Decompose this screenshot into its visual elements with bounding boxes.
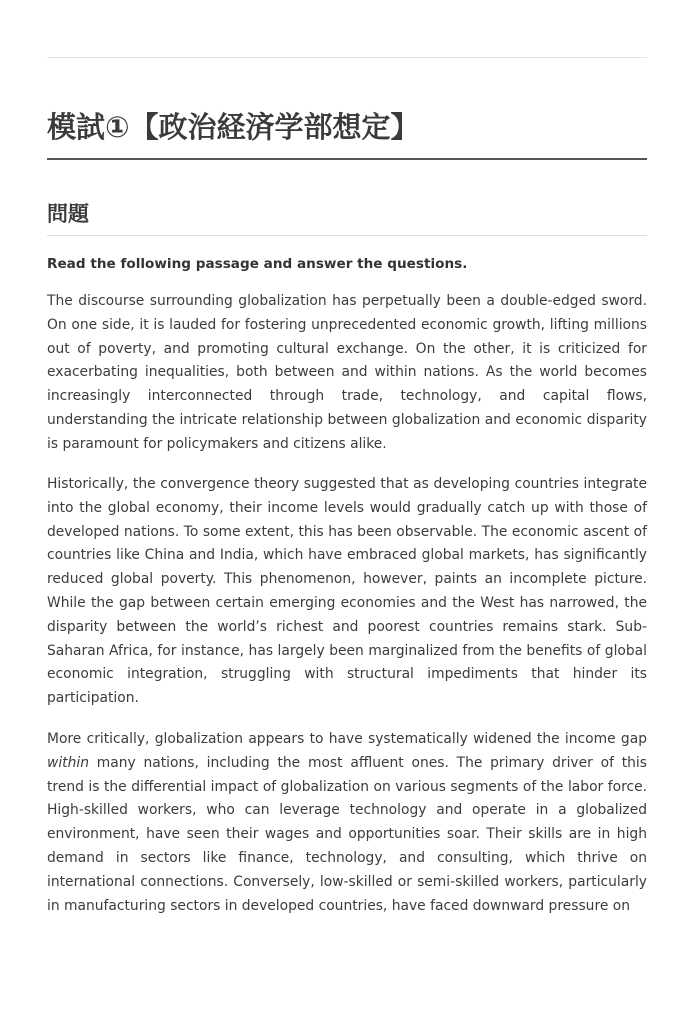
top-divider — [47, 57, 647, 58]
page-title: 模試①【政治経済学部想定】 — [47, 110, 420, 144]
title-underline — [47, 158, 647, 160]
section-divider — [47, 235, 647, 236]
instruction-text: Read the following passage and answer the questions. — [47, 256, 468, 272]
passage-paragraph-3 — [47, 728, 647, 918]
paragraph-3-text-end: many nations, including the most affluent ones. The primary driver of this trend is the differential impact of globalization on various segments of the labor force. High-skilled workers, who can leverage technology and operate in a globalized environment, have seen their wages and opportunities soar. Their skills are in high demand in sectors like finance, technology, and consulting, which thrive on international connections. Conversely, low-skilled or semi-skilled workers, particularly in manufacturing sectors in developed countries, have faced downward pressure on — [47, 754, 647, 914]
passage-paragraph-1: The discourse surrounding globalization has perpetually been a double-edged sword. On one side, it is lauded for fostering unprecedented economic growth, lifting millions out of poverty, and promoting cultural exchange. On the other, it is criticized for exacerbating inequalities, both between and within nations. As the world becomes increasingly interconnected through trade, technology, and capital flows, understanding the intricate relationship between globalization and economic disparity is paramount for policymakers and citizens alike. — [47, 293, 647, 452]
paragraph-3-text-start: More critically, globalization appears to have systematically widened the income gap — [47, 731, 647, 747]
paragraph-3-emphasis: within — [47, 754, 89, 771]
passage-paragraph-2: Historically, the convergence theory suggested that as developing countries integrate into the global economy, their income levels would gradually catch up with those of developed nations. To some extent, this has been observable. The economic ascent of countries like China and India, which have embraced global markets, has significantly reduced global poverty. This phenomenon, however, paints an incomplete picture. While the gap between certain emerging economies and the West has narrowed, the disparity between the world’s richest and poorest countries remains stark. Sub-Saharan Africa, for instance, has largely been marginalized from the benefits of global economic integration, struggling with structural impediments that hinder its participation. — [47, 476, 647, 707]
section-heading: 問題 — [47, 202, 89, 226]
